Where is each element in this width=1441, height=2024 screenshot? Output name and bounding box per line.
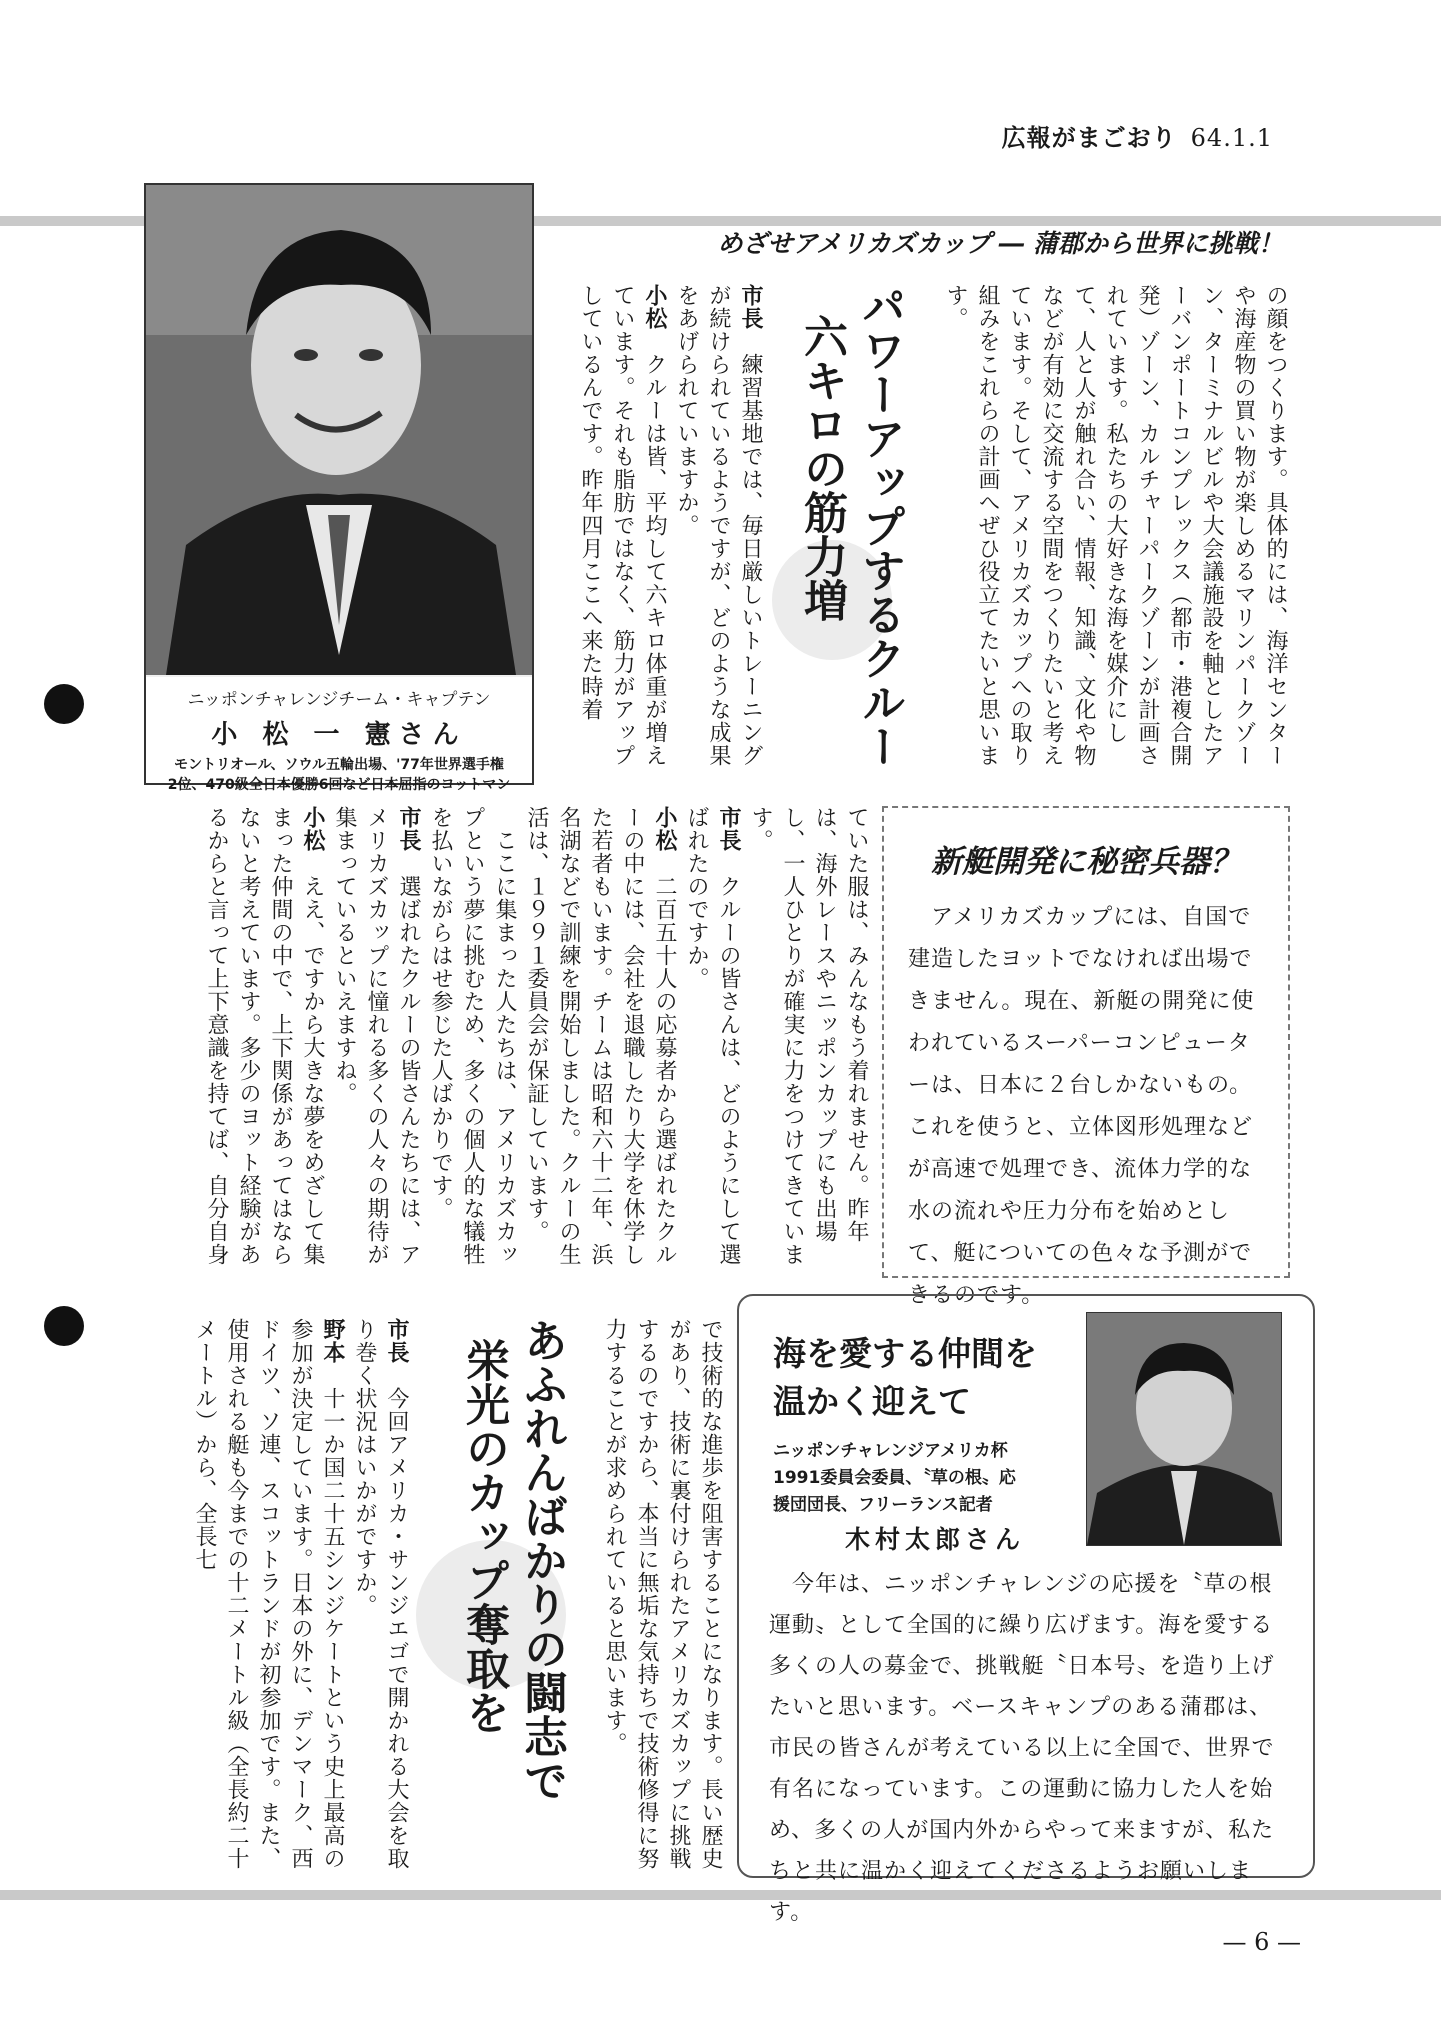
sidebar-body <box>884 881 1288 1317</box>
page-header <box>1002 118 1273 153</box>
dialogue-paragraph <box>348 1318 412 1873</box>
lower-right-paragraph: で技術的な進歩を阻害することになります。長い歴史があり、技術に裏付けられたアメリカズカップに挑戦するのですから、本当に無垢な気持ちで技術修得に努力することが求められていると思います。 <box>602 1318 723 1870</box>
headline-1-line-2: 六キロの筋力増 <box>796 314 847 622</box>
caption-desc-1: モントリオール、ソウル五輪出場、'77年世界選手権 <box>174 757 504 773</box>
supporter-affiliation-line-3: 援団団長、フリーランス記者 <box>773 1495 993 1515</box>
publication-title: 広報がまごおり <box>1001 123 1177 152</box>
dialogue-middle <box>150 806 872 1278</box>
speaker-label: 野本 <box>320 1318 345 1364</box>
headline-1-line-1: パワーアップするクルー <box>854 284 905 768</box>
sidebar-title: 新艇開発に秘密兵器？ <box>931 844 1241 880</box>
dialogue-text: ここに集まった人たちは、アメリカズカップという夢に挑むため、多くの個人的な犠牲を払いながらはせ参じた人ばかりです。 <box>428 806 517 1266</box>
speaker-label: 市長 <box>396 806 421 852</box>
intro-paragraph: の顔をつくります。具体的には、海洋センターや海産物の買い物が楽しめるマリンパークゾーン、ターミナルビルや大会議施設を軸としたアーバンポートコンプレックス（都市・港複合開発）ゾーン、カルチャーパークゾーンが計画されています。私たちの大好きな海を媒介にして、人と人が触れ合い、情報、知識、文化や物などが有効に交流する空間をつくりたいと考えています。そして、アメリカズカップへの取り組みをこれらの計画へぜひ役立てたいと思います。 <box>943 284 1288 767</box>
binder-hole-bottom <box>44 1306 84 1346</box>
caption-desc-2: 2位、470級全日本優勝6回など日本屈指のヨットマン <box>167 777 511 793</box>
dialogue-text: ていた服は、みんなもう着れません。昨年は、海外レースやニッポンカップにも出場し、一人ひとりが確実に力をつけてきています。 <box>748 806 869 1266</box>
issue-date: 64.1.1 <box>1190 124 1273 152</box>
headline-2 <box>420 1318 570 1873</box>
headline-2-line-2: 栄光のカップ奪取を <box>458 1338 509 1734</box>
lower-right-text <box>578 1318 726 1873</box>
supporter-affiliation-line-2: 1991委員会委員、〝草の根〟応 <box>773 1468 1016 1488</box>
supporter-affiliation-line-1: ニッポンチャレンジアメリカ杯 <box>773 1441 1008 1461</box>
speaker-label: 小松 <box>652 806 677 852</box>
captain-photo <box>146 185 532 675</box>
dialogue-lower <box>150 1318 412 1873</box>
dialogue-paragraph <box>424 806 520 1278</box>
dialogue-text: 二百五十人の応募者から選ばれたクルーの中には、会社を退職したり大学を休学した若者もいます。チームは昭和六十二年、浜名湖などで訓練を開始しました。クルーの生活は、１９９１委員会が保証しています。 <box>524 806 677 1266</box>
dialogue-text: クルーの皆さんは、どのようにして選ばれたのですか。 <box>684 806 741 1266</box>
dialogue-paragraph <box>188 1318 348 1873</box>
supporter-body-text: 今年は、ニッポンチャレンジの応援を〝草の根運動〟として全国的に繰り広げます。海を愛する多くの人の募金で、挑戦艇〝日本号〟を造り上げたいと思います。ベースキャンプのある蒲郡は、市民の皆さんが考えている以上に全国で、世界で有名になっています。この運動に協力した人を始め、多くの人が国内外からやって来ますが、私たちと共に温かく迎えてくださるようお願いします。 <box>769 1572 1275 1925</box>
dialogue-text: 十一か国二十五シンジケートという史上最高の参加が決定しています。日本の外に、デンマーク、西ドイツ、ソ連、スコットランドが初参加です。また、使用される艇も今までの十二メートル級（全長約二十メートル）から、全長七 <box>192 1318 345 1870</box>
sidebar-body-text: アメリカズカップには、自国で建造したヨットでなければ出場できません。現在、新艇の開発に使われているスーパーコンピューターは、日本に２台しかないもの。これを使うと、立体図形処理などが高速で処理でき、流体力学的な水の流れや圧力分布を始めとして、艇についての色々な予測ができるのです。 <box>908 905 1255 1308</box>
speaker-label: 市長 <box>738 284 763 330</box>
speaker-label: 市長 <box>384 1318 409 1364</box>
supporter-title <box>773 1330 1037 1426</box>
bottom-rule <box>0 1890 1441 1900</box>
caption-name: 小 松 一 憲さん <box>211 720 467 750</box>
headline-2-line-1: あふれんばかりの闘志で <box>516 1318 567 1802</box>
supporter-name: 木村太郎さん <box>845 1525 1026 1554</box>
supporter-body <box>769 1564 1285 1933</box>
supporter-box <box>737 1294 1315 1925</box>
speaker-label: 市長 <box>716 806 741 852</box>
sidebar-secret-weapon <box>882 806 1290 1308</box>
speaker-label: 小松 <box>300 806 325 852</box>
supporter-photo <box>1086 1312 1282 1546</box>
dialogue-text: 選ばれたクルーの皆さんたちには、アメリカズカップに憧れる多くの人々の期待が集まっているといえますね。 <box>332 806 421 1266</box>
supporter-title-line-2: 温かく迎えて <box>773 1382 971 1421</box>
page-number: — 6 — <box>1222 1928 1301 1956</box>
dialogue-paragraph <box>520 806 680 1278</box>
speaker-label: 小松 <box>642 284 667 330</box>
dialogue-text: 今回アメリカ・サンジエゴで開かれる大会を取り巻く状況はいかがですか。 <box>352 1318 409 1870</box>
dialogue-paragraph <box>574 284 670 778</box>
dialogue-text: 練習基地では、毎日厳しいトレーニングが続けられているようですが、どのような成果をあげられていますか。 <box>674 284 763 767</box>
dialogue-upper <box>544 284 766 778</box>
dialogue-paragraph <box>744 806 872 1278</box>
captain-photo-block <box>144 183 534 793</box>
supporter-affiliation <box>773 1438 1016 1519</box>
supporter-title-line-1: 海を愛する仲間を <box>773 1334 1037 1373</box>
photo-caption <box>146 677 532 793</box>
dialogue-paragraph <box>680 806 744 1278</box>
series-title: めざせアメリカズカップ ― 蒲郡から世界に挑戦！ <box>717 229 1283 258</box>
headline-1 <box>776 284 908 774</box>
dialogue-paragraph <box>670 284 766 778</box>
caption-role: ニッポンチャレンジチーム・キャプテン <box>187 690 491 710</box>
dialogue-paragraph <box>200 806 328 1278</box>
dialogue-paragraph <box>328 806 424 1278</box>
dialogue-text: ええ、ですから大きな夢をめざして集まった仲間の中で、上下関係があってはならないと考えています。多少のヨット経験があるからと言って上下意識を持てば、自分自身 <box>204 806 325 1266</box>
intro-text <box>935 284 1291 778</box>
binder-hole-top <box>44 684 84 724</box>
dialogue-text: クルーは皆、平均して六キロ体重が増えています。それも脂肪ではなく、筋力がアップしているんです。昨年四月ここへ来た時着 <box>578 284 667 767</box>
